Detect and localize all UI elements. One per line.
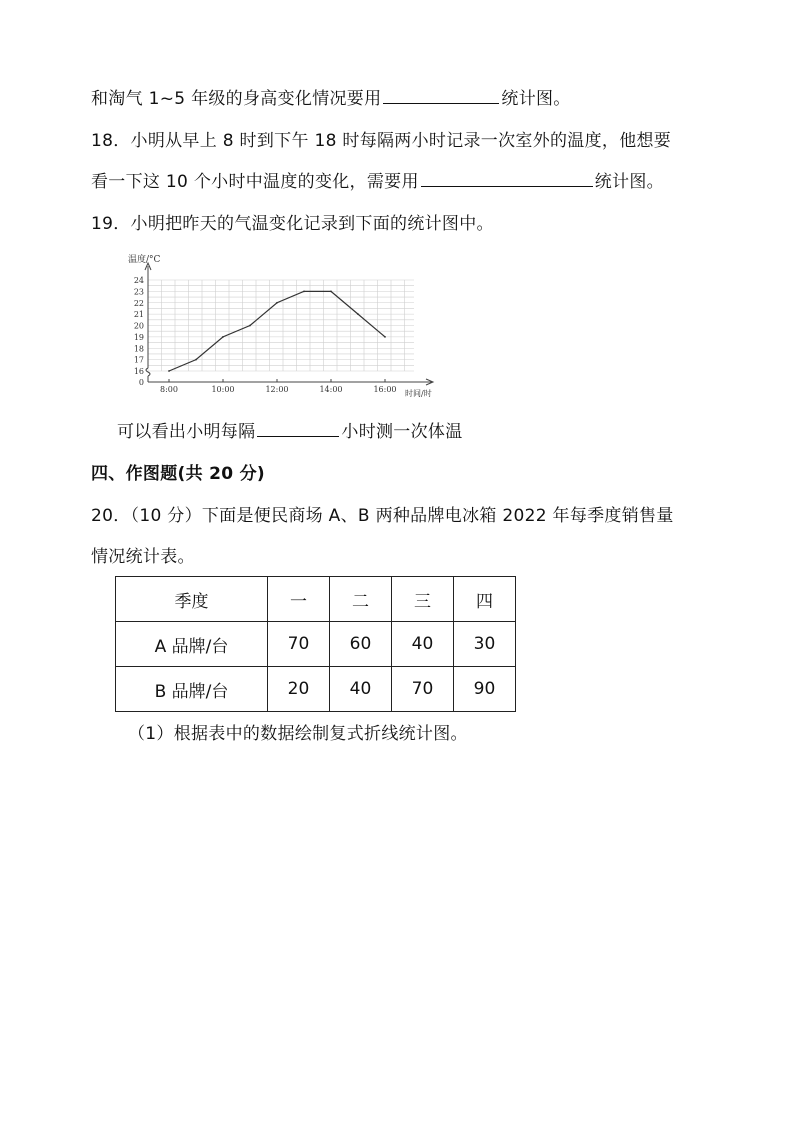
table-cell: 40 bbox=[392, 622, 454, 667]
y-tick-label: 0 bbox=[138, 378, 144, 387]
q18-answer-blank[interactable] bbox=[421, 168, 593, 187]
q18-text: 看一下这 10 个小时中温度的变化，需要用 bbox=[91, 172, 419, 192]
x-tick-label: 12:00 bbox=[265, 385, 289, 394]
table-cell: 60 bbox=[330, 622, 392, 667]
data-point bbox=[222, 336, 224, 338]
q18-text-end: 统计图。 bbox=[594, 172, 664, 192]
q20-line-1: 20．（10 分）下面是便民商场 A、B 两种品牌电冰箱 2022 年每季度销售量 bbox=[91, 506, 674, 526]
y-tick-label: 22 bbox=[133, 298, 144, 308]
q19-question: 19．小明把昨天的气温变化记录到下面的统计图中。 bbox=[91, 214, 494, 234]
q20-sub-question-1: （1）根据表中的数据绘制复式折线统计图。 bbox=[128, 724, 468, 744]
y-tick-label: 23 bbox=[133, 287, 144, 297]
q17-text: 和淘气 1~5 年级的身高变化情况要用 bbox=[91, 89, 382, 109]
section-4-heading: 四、作图题(共 20 分) bbox=[91, 464, 265, 484]
q19-answer-line bbox=[117, 417, 463, 442]
temperature-line-chart bbox=[118, 250, 448, 400]
table-header-row bbox=[116, 577, 516, 622]
table-header-cell: 一 bbox=[268, 577, 330, 622]
data-point bbox=[168, 370, 170, 372]
q19-answer-text-end: 小时测一次体温 bbox=[341, 422, 463, 442]
chart-xlabel: 时间/时 bbox=[405, 389, 432, 398]
y-tick-label: 17 bbox=[133, 355, 144, 365]
y-tick-label: 21 bbox=[133, 310, 144, 320]
q17-answer-blank[interactable] bbox=[383, 85, 499, 104]
data-point bbox=[276, 302, 278, 304]
table-cell: 90 bbox=[454, 667, 516, 712]
data-point bbox=[303, 290, 305, 292]
table-cell: 30 bbox=[454, 622, 516, 667]
table-header-cell: 四 bbox=[454, 577, 516, 622]
y-tick-label: 24 bbox=[133, 276, 144, 285]
x-tick-label: 8:00 bbox=[160, 385, 178, 394]
y-tick-label: 20 bbox=[133, 321, 144, 331]
table-row-label: A 品牌/台 bbox=[116, 622, 268, 667]
data-point bbox=[249, 325, 251, 327]
q17-text-end: 统计图。 bbox=[501, 89, 571, 109]
x-tick-label: 16:00 bbox=[373, 385, 397, 394]
table-row bbox=[116, 622, 516, 667]
chart-grid bbox=[148, 280, 414, 371]
chart-ticks bbox=[134, 276, 397, 394]
table-cell: 70 bbox=[392, 667, 454, 712]
table-header-cell: 季度 bbox=[116, 577, 268, 622]
y-tick-label: 19 bbox=[133, 332, 144, 342]
q18-line-1: 18．小明从早上 8 时到下午 18 时每隔两小时记录一次室外的温度，他想要 bbox=[91, 131, 672, 151]
data-point bbox=[330, 290, 332, 292]
q18-line-2 bbox=[91, 167, 664, 192]
table-cell: 40 bbox=[330, 667, 392, 712]
x-tick-label: 14:00 bbox=[319, 385, 343, 394]
table-cell: 20 bbox=[268, 667, 330, 712]
q19-answer-blank[interactable] bbox=[257, 418, 339, 437]
table-row bbox=[116, 667, 516, 712]
data-point bbox=[357, 313, 359, 315]
table-cell: 70 bbox=[268, 622, 330, 667]
table-header-cell: 二 bbox=[330, 577, 392, 622]
chart-ylabel: 温度/°C bbox=[128, 255, 161, 265]
table-row-label: B 品牌/台 bbox=[116, 667, 268, 712]
x-tick-label: 10:00 bbox=[211, 385, 235, 394]
y-tick-label: 16 bbox=[133, 367, 144, 376]
q20-line-2: 情况统计表。 bbox=[91, 547, 195, 567]
q19-answer-text: 可以看出小明每隔 bbox=[117, 422, 256, 442]
q17-tail-line bbox=[91, 84, 571, 109]
table-header-cell: 三 bbox=[392, 577, 454, 622]
data-point bbox=[195, 359, 197, 361]
data-point bbox=[384, 336, 386, 338]
y-tick-label: 18 bbox=[133, 344, 144, 354]
sales-table bbox=[115, 576, 516, 712]
